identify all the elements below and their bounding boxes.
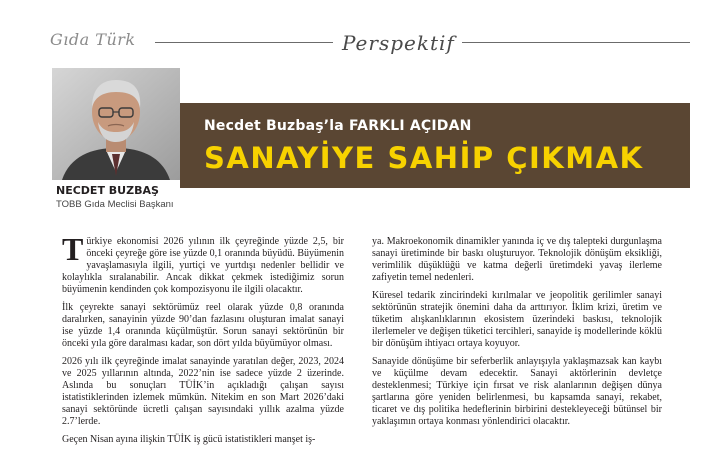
drop-cap: T (62, 231, 84, 267)
author-photo (52, 68, 180, 180)
article-paragraph: İlk çeyrekte sanayi sektörümüz reel olarak yüzde 0,8 oranında daralırken, sanayinin yüzde 90’dan fazlasını oluşturan imalat sanayi ise yüzde 1,4 oranında küçülmüştür. Sorun sanayi sektörünün bir önceki yıla göre daralması kadar, son dört yılda büyümüyor olması. (62, 302, 344, 349)
article-paragraph: 2026 yılı ilk çeyreğinde imalat sanayinde yaratılan değer, 2023, 2024 ve 2025 yıllarının altında, 2022’nin ise sadece yüzde 2 üzerinde. Aslında bu sonuçları TÜİK’in açıkladığı çalışan sayısı istatistiklerinden izlemek mümkün. Nitekim en son Mart 2026’daki sanayi sektöründe ücretli çalışan sayısındaki yıllık azalma yüzde 2.7’lerde. (62, 356, 344, 427)
column-kicker: Necdet Buzbaş’la FARKLI AÇIDAN (204, 118, 472, 134)
author-portrait-icon (52, 68, 180, 180)
article-paragraph: ya. Makroekonomik dinamikler yanında iç ve dış talepteki durgunlaşma sanayi üretiminde bir baskı oluşturuyor. Teknolojik dönüşüm eksikliği, verimlilik düşüklüğü ve katma değerli üretimdeki yavaş ilerleme zafiyetin temel nedenleri. (372, 236, 662, 283)
section-title: Perspektif (342, 31, 455, 55)
masthead-rule-right (462, 42, 690, 43)
magazine-brand: Gıda Türk (50, 30, 136, 49)
author-name: NECDET BUZBAŞ (56, 184, 159, 197)
article-paragraph (62, 231, 344, 296)
article-headline: SANAYİYE SAHİP ÇIKMAK (204, 141, 644, 175)
paragraph-text: ürkiye ekonomisi 2026 yılının ilk çeyreğinde yüzde 2,5, bir önceki çeyreğe göre ise yüzde 0,1 oranında büyüdü. Büyümenin yavaşlamasıyla ilgili, yurtiçi ve yurtdışı nedenler bellidir ve kolaylıkla sıralanabilir. Ancak dikkat çekmek istediğimiz sorun büyümenin kendinden çok kompozisyonu ile ilgili olacaktır. (62, 236, 344, 295)
article-paragraph: Sanayide dönüşüme bir seferberlik anlayışıyla yaklaşmazsak kan kaybı ve küçülme devam edecektir. Sanayi aktörlerinin devletçe desteklenmesi; Türkiye için fırsat ve risk alanlarının değişen dünya şartlarına göre yeniden belirlenmesi, bu kapsamda sanayi, rekabet, ticaret ve dış politika hedeflerinin birbirini destekleyeceği bütünsel bir yaklaşımın ortaya konması yönlendirici olacaktır. (372, 356, 662, 427)
article-paragraph: Geçen Nisan ayına ilişkin TÜİK iş gücü istatistikleri manşet iş- (62, 434, 316, 445)
masthead (50, 30, 690, 56)
article-column-left (62, 231, 344, 449)
masthead-rule-left (155, 42, 333, 43)
headline-banner (180, 103, 690, 188)
article-column-right (372, 236, 662, 434)
article-paragraph: Küresel tedarik zincirindeki kırılmalar ve jeopolitik gerilimler sanayi sektörünün stratejik önemini daha da arttırıyor. İklim krizi, üretim ve tüketim alışkanlıklarının ekosistem üzerindeki baskısı, teknolojik ilerlemeler ve değişen tüketici tercihleri, sanayide iş modellerinde köklü bir dönüşüm ihtiyacı ortaya koyuyor. (372, 290, 662, 349)
author-title: TOBB Gıda Meclisi Başkanı (56, 199, 174, 210)
